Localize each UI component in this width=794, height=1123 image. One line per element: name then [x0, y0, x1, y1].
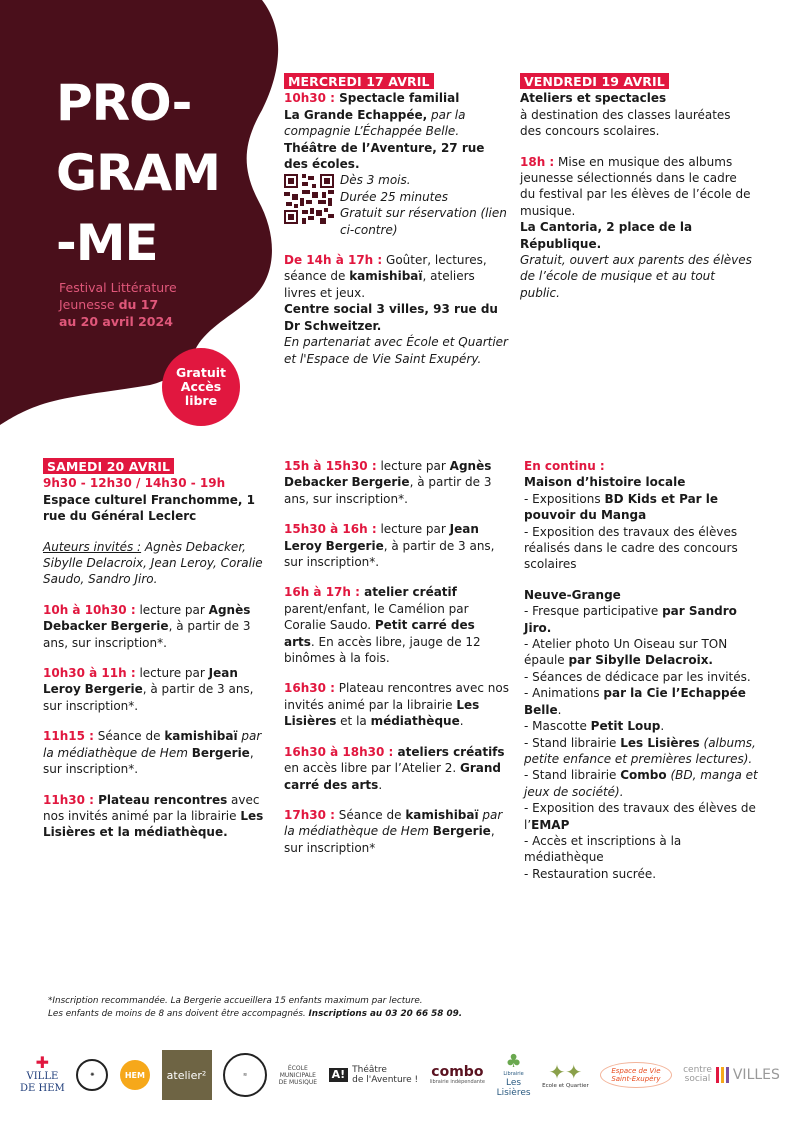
event-text-part: . En accès libre, jauge de 12 binômes à la fois.	[284, 634, 481, 666]
activity-item	[524, 800, 764, 833]
authors-label: Auteurs invités :	[43, 539, 142, 554]
event-text: Mise en musique des albums jeunesse sélectionnés dans le cadre du festival par les élèves de l’école de musique.	[520, 154, 751, 218]
event-time: 15h30 à 16h :	[284, 522, 377, 537]
event-text-part: par la médiathèque de Hem	[284, 807, 503, 839]
event-text-part: Petit carré des arts	[284, 618, 475, 649]
theatre-mark-icon: A!	[329, 1068, 349, 1082]
event-time: 11h15 :	[43, 729, 94, 744]
title-line: GRAM	[56, 144, 220, 202]
event-text-part: par Sandro Jiro.	[524, 604, 737, 635]
event-venue: Centre social 3 villes, 93 rue du Dr Schweitzer.	[284, 302, 498, 333]
saturday-section	[43, 458, 268, 855]
venue-name: Maison d’histoire locale	[524, 475, 686, 490]
logo-text: HEM	[124, 1070, 145, 1080]
continuous-label: En continu :	[524, 459, 605, 473]
subtitle-dates: du 17	[118, 297, 159, 312]
program-title	[56, 68, 220, 278]
activity-item	[524, 685, 764, 718]
logo-text: Librairie	[503, 1070, 524, 1077]
invited-authors	[43, 539, 268, 588]
footnote-line: *Inscription recommandée. La Bergerie accueillera 15 enfants maximum par lecture.	[48, 996, 423, 1006]
event-text-part: kamishibaï	[164, 729, 238, 744]
event-text-part: - Stand librairie	[524, 768, 621, 783]
people-icon: ✦✦	[548, 1059, 583, 1084]
schedule-event	[43, 602, 268, 651]
event-time: 10h30 à 11h :	[43, 666, 136, 681]
logo-text: atelier²	[166, 1068, 207, 1082]
event-time: 15h à 15h30 :	[284, 459, 377, 473]
event-text-part: Agnès Debacker	[284, 459, 492, 490]
venue-block	[524, 474, 764, 572]
event-text-part: BD Kids et Par le pouvoir du Manga	[524, 491, 719, 523]
event-text-part: .	[459, 714, 464, 729]
event-text-part: , à partir de 3 ans, sur inscription*.	[43, 682, 254, 713]
event-text-part: Jean Leroy	[284, 522, 479, 553]
event-time: De 14h à 17h :	[284, 253, 383, 268]
activity-item	[524, 669, 764, 685]
schedule-event	[284, 807, 509, 856]
logo-text: Théâtre	[352, 1065, 387, 1075]
event-text-part: Bergerie	[432, 824, 491, 839]
friday-evening	[520, 154, 755, 302]
event-text-part: Combo	[620, 768, 667, 783]
event-text-part: lecture par	[376, 459, 450, 473]
event-text-part: lecture par	[135, 602, 209, 617]
event-text-part: (albums, petite enfance et premières lectures).	[524, 735, 756, 766]
event-text: Goûter, lectures, séance de	[284, 253, 487, 284]
event-time: 18h :	[520, 154, 555, 169]
event-venue: Théâtre de l’Aventure, 27 rue des écoles.	[284, 140, 485, 172]
event-text-part: - Exposition des travaux des élèves de l’	[524, 801, 756, 832]
logo-text: DE HEM	[20, 1083, 65, 1094]
logo-text: Espace de Vie	[611, 1067, 661, 1075]
event-text-part: ateliers créatifs	[393, 744, 505, 759]
event-text-part: par la médiathèque de Hem	[43, 729, 262, 760]
detail-line: Durée 25 minutes	[340, 189, 449, 204]
saturday-events-morning	[43, 602, 268, 841]
tree-icon: ♣	[505, 1050, 522, 1072]
schedule-event	[43, 728, 268, 777]
authors-list: Agnès Debacker, Sibylle Delacroix, Jean Leroy, Coralie Saudo, Sandro Jiro.	[43, 539, 263, 587]
title-line: -ME	[56, 214, 158, 272]
badge-line: libre	[184, 393, 218, 408]
free-access-badge	[162, 348, 240, 426]
event-note: Gratuit, ouvert aux parents des élèves de l’école de musique et au tout public.	[520, 253, 752, 300]
event-text-part: Les Lisières	[620, 735, 700, 750]
event-text-part: , à partir de 3 ans, sur inscription*.	[43, 619, 251, 650]
event-text-part: Plateau rencontres	[93, 792, 228, 807]
show-block	[284, 90, 509, 172]
logo-text: social	[684, 1074, 711, 1084]
stamp-logo-icon: ✺	[76, 1059, 108, 1091]
saturday-section-afternoon	[284, 458, 509, 870]
day-label: SAMEDI 20 AVRIL	[43, 458, 174, 474]
activity-item	[524, 735, 764, 768]
qr-code-icon[interactable]	[284, 174, 334, 224]
detail-line: Gratuit sur réservation (lien ci-contre)	[340, 206, 507, 237]
schedule-event	[43, 792, 268, 841]
theatre-aventure-logo	[329, 1065, 419, 1085]
event-text-part: EMAP	[531, 817, 570, 832]
hem-festival-logo	[120, 1060, 150, 1090]
subtitle-dates: au 20 avril 2024	[59, 314, 173, 329]
event-time: 16h30 :	[284, 681, 335, 696]
logo-subtext: librairie indépendante	[429, 1078, 485, 1085]
event-text-part: par Sibylle Delacroix.	[568, 653, 713, 668]
event-text-part: - Expositions	[524, 491, 605, 506]
event-text-part: Agnès Debacker	[43, 602, 251, 634]
subtitle-line: Festival Littérature	[59, 280, 177, 295]
subtitle-line	[59, 313, 177, 330]
event-text-part: médiathèque	[370, 714, 460, 729]
event-text-part: - Stand librairie	[524, 735, 621, 750]
day-label: MERCREDI 17 AVRIL	[284, 73, 434, 89]
event-text-part: en accès libre par l’Atelier 2.	[284, 761, 460, 776]
activity-item	[524, 833, 764, 866]
footnote	[48, 995, 462, 1021]
event-text-part: - Animations	[524, 686, 604, 701]
friday-intro	[520, 90, 755, 139]
event-venue: Espace culturel Franchomme, 1 rue du Général Leclerc	[43, 492, 255, 524]
activity-item	[524, 603, 764, 636]
event-text-part: Petit Loup	[590, 719, 661, 734]
saint-exupery-logo	[600, 1062, 671, 1088]
schedule-event	[284, 584, 509, 666]
event-text-part: Jean Leroy	[43, 666, 238, 697]
activity-item	[524, 866, 764, 882]
schedule-event	[284, 521, 509, 570]
event-text-part: et la médiathèque.	[95, 825, 228, 840]
event-text-part: Les Lisières	[284, 697, 480, 729]
event-text-part: - Fresque participative	[524, 604, 663, 619]
show-details	[284, 172, 509, 238]
event-text: , ateliers livres et jeux.	[284, 269, 475, 300]
event-time: 16h à 17h :	[284, 585, 360, 600]
logo-text: DE MUSIQUE	[278, 1078, 318, 1086]
event-text-part: Grand carré des arts	[284, 761, 501, 792]
continuous-places	[524, 474, 764, 882]
intro-text: à destination des classes lauréates des concours scolaires.	[520, 107, 731, 139]
event-time: 10h30 :	[284, 91, 335, 106]
friday-section	[520, 73, 755, 315]
music-school-logo	[279, 1065, 317, 1086]
logo-text: VILLE	[26, 1071, 59, 1082]
logo-text: combo	[431, 1063, 484, 1080]
intro-title: Ateliers et spectacles	[520, 91, 667, 106]
event-text-part: .	[378, 777, 383, 792]
activity-item	[524, 491, 764, 524]
logo-text: ÉCOLE	[287, 1064, 308, 1072]
event-text-part: (BD, manga et jeux de société).	[524, 768, 758, 799]
event-text-part: Bergerie	[325, 538, 384, 553]
logo-text-block	[352, 1065, 418, 1085]
event-text-part: Bergerie	[110, 619, 169, 634]
event-text-part: .	[660, 719, 665, 734]
activity-item	[524, 767, 764, 800]
three-bars-icon	[716, 1067, 729, 1083]
venue-block	[524, 587, 764, 882]
schedule-event	[284, 680, 509, 729]
event-text-part: Bergerie	[84, 682, 143, 697]
schedule-event	[43, 665, 268, 714]
footnote-text: Les enfants de moins de 8 ans doivent être accompagnés.	[48, 1009, 309, 1019]
event-title: Spectacle familial	[334, 91, 460, 106]
event-text-part: Bergerie	[191, 745, 250, 760]
event-text-part: lecture par	[376, 522, 450, 537]
partner-logos	[20, 1045, 780, 1105]
event-text-part: Bergerie	[351, 475, 410, 490]
event-text-part: lecture par	[135, 666, 209, 681]
atelier-2-logo	[162, 1050, 212, 1100]
subtitle-line	[59, 296, 177, 313]
activity-item	[524, 636, 764, 669]
event-text-part: , sur inscription*	[284, 824, 495, 855]
registration-phone: Inscriptions au 03 20 66 58 09.	[308, 1009, 463, 1019]
event-time: 10h à 10h30 :	[43, 602, 136, 617]
logo-text: centre	[683, 1065, 712, 1075]
event-time: 11h30 :	[43, 792, 94, 807]
subtitle-text: Jeunesse	[59, 297, 119, 312]
event-text-part: , sur inscription*.	[43, 745, 254, 777]
logo-text: VILLES	[732, 1067, 780, 1083]
logo-text: Saint-Exupéry	[611, 1075, 661, 1083]
wednesday-section	[284, 73, 509, 381]
event-text-part: par la Cie l’Echappée Belle	[524, 686, 746, 717]
event-text-part: , à partir de 3 ans, sur inscription*.	[284, 538, 495, 570]
arts-school-logo-icon: ≋	[223, 1053, 267, 1097]
details-text	[340, 172, 509, 238]
saturday-events-afternoon	[284, 458, 509, 856]
badge-line: Gratuit	[176, 365, 226, 380]
detail-line: Dès 3 mois.	[340, 173, 411, 188]
event-text-part: Séance de	[334, 807, 406, 822]
activity-item	[524, 524, 764, 573]
event-text-part: Plateau rencontres avec nos invités animé par la librairie	[284, 681, 509, 712]
festival-subtitle	[59, 279, 177, 330]
person-icon: ✚	[35, 1053, 50, 1072]
event-venue: La Cantoria, 2 place de la République.	[520, 220, 693, 251]
footnote-line	[48, 1008, 462, 1021]
event-text-part: - Restauration sucrée.	[524, 866, 657, 881]
les-lisieres-logo	[496, 1050, 531, 1098]
title-line: PRO-	[56, 74, 192, 132]
event-text-part: , à partir de 3 ans, sur inscription*.	[284, 475, 492, 506]
schedule-event	[284, 744, 509, 793]
event-text-part: - Atelier photo Un Oiseau sur TON épaule	[524, 637, 728, 668]
afternoon-event	[284, 252, 509, 367]
event-text-part: - Accès et inscriptions à la médiathèque	[524, 833, 682, 865]
opening-hours: 9h30 - 12h30 / 14h30 - 19h	[43, 476, 226, 491]
schedule-event	[284, 458, 509, 507]
continuous-section	[524, 458, 764, 896]
event-text-part: Les Lisières	[43, 808, 264, 840]
event-bold: kamishibaï	[349, 269, 423, 284]
venue-name: Neuve-Grange	[524, 587, 621, 602]
centre-social-3-villes-logo	[683, 1066, 780, 1084]
activity-item	[524, 718, 764, 734]
show-company: par la compagnie L’Échappée Belle.	[284, 107, 466, 139]
combo-logo	[430, 1065, 485, 1086]
event-text-part: - Exposition des travaux des élèves réalisés dans le cadre des concours scolaires	[524, 524, 738, 572]
ville-de-hem-logo	[20, 1055, 65, 1095]
event-text-part: avec nos invités animé par la librairie	[43, 792, 260, 823]
ecole-et-quartier-logo	[542, 1061, 589, 1090]
event-note: En partenariat avec École et Quartier et l'Espace de Vie Saint Exupéry.	[284, 335, 508, 366]
logo-text: Les	[506, 1077, 522, 1088]
event-text-part: .	[557, 702, 562, 717]
logo-text-block	[683, 1066, 712, 1084]
event-text-part: parent/enfant, le Camélion par Coralie Saudo.	[284, 601, 469, 633]
event-text-part: kamishibaï	[405, 807, 479, 822]
logo-text: Ecole et Quartier	[542, 1082, 589, 1089]
day-label: VENDREDI 19 AVRIL	[520, 73, 669, 89]
logo-text: MUNICIPALE	[279, 1071, 316, 1079]
event-text-part: - Mascotte	[524, 719, 591, 734]
show-name: La Grande Echappée,	[284, 107, 428, 122]
saturday-info	[43, 475, 268, 524]
event-text-part: atelier créatif	[359, 585, 457, 600]
logo-text: de l'Aventure !	[352, 1075, 419, 1085]
logo-text: Lisières	[496, 1087, 531, 1098]
event-time: 17h30 :	[284, 807, 335, 822]
event-text-part: - Séances de dédicace par les invités.	[524, 669, 751, 684]
event-text-part: et la	[336, 714, 371, 729]
event-time: 16h30 à 18h30 :	[284, 744, 394, 759]
badge-line: Accès	[180, 379, 222, 394]
event-text-part: Séance de	[93, 729, 165, 744]
